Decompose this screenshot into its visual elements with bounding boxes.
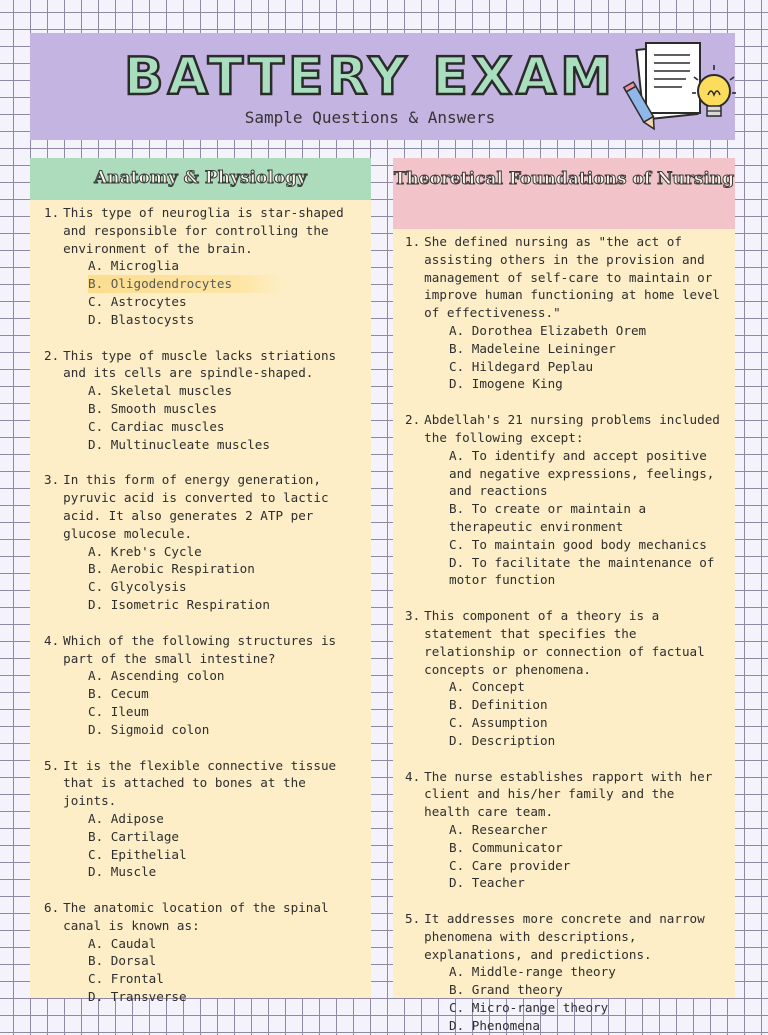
question-text xyxy=(44,757,361,810)
question-number: 3. xyxy=(44,472,60,488)
answer-options xyxy=(88,810,361,881)
question-item xyxy=(44,204,361,329)
question-number: 5. xyxy=(405,911,421,927)
question-text xyxy=(405,411,725,447)
answer-option: C. To maintain good body mechanics xyxy=(449,536,707,552)
answer-option: D. Description xyxy=(449,732,556,748)
question-body: She defined nursing as "the act of assisting others in the provision and management of self-care to maintain or improve human functioning at home level of effectiveness." xyxy=(424,234,720,321)
answer-options xyxy=(88,667,361,738)
nursing-foundations-column xyxy=(393,158,735,1033)
question-number: 1. xyxy=(44,205,60,220)
answer-option: C. Epithelial xyxy=(88,846,187,862)
answer-option: C. Micro-range theory xyxy=(449,1000,609,1016)
answer-option: B. Grand theory xyxy=(449,982,563,998)
answer-option: C. Ileum xyxy=(88,703,149,719)
question-body: In this form of energy generation, pyruvic acid is converted to lactic acid. It also generates 2 ATP per glucose molecule. xyxy=(63,472,329,541)
question-body: The nurse establishes rapport with her client and his/her family and the health care team. xyxy=(424,768,713,820)
question-text xyxy=(405,233,725,322)
answer-option: D. Muscle xyxy=(88,864,157,880)
answer-option: C. Assumption xyxy=(449,714,548,730)
question-list xyxy=(30,200,371,1006)
answer-option: B. To create or maintain a therapeutic environment xyxy=(449,501,647,534)
answer-options xyxy=(88,543,361,614)
question-body: Abdellah's 21 nursing problems included the following except: xyxy=(424,412,720,445)
answer-options xyxy=(88,935,361,1006)
question-item xyxy=(405,411,725,589)
question-number: 2. xyxy=(405,412,421,428)
answer-option: D. Phenomena xyxy=(449,1017,540,1033)
answer-option: B. Madeleine Leininger xyxy=(449,340,616,356)
question-item xyxy=(405,768,725,893)
question-number: 4. xyxy=(44,632,60,648)
page-subtitle: Sample Questions & Answers xyxy=(244,108,496,127)
question-item xyxy=(44,347,361,454)
answer-option: D. Transverse xyxy=(88,989,187,1005)
answer-options xyxy=(449,322,725,393)
answer-option: D. Teacher xyxy=(449,875,525,891)
column-heading: Theoretical Foundations of Nursing xyxy=(393,158,735,229)
answer-option: B. Smooth muscles xyxy=(88,400,217,416)
question-item xyxy=(405,910,725,1035)
question-number: 5. xyxy=(44,757,60,773)
document-pencil-lightbulb-icon xyxy=(620,37,740,137)
answer-option: A. Ascending colon xyxy=(88,668,225,684)
answer-option: A. Middle-range theory xyxy=(449,964,616,980)
question-text xyxy=(44,347,361,383)
question-body: The anatomic location of the spinal canal is known as: xyxy=(63,900,329,933)
question-item xyxy=(405,233,725,393)
answer-options xyxy=(88,382,361,453)
answer-options xyxy=(449,963,725,1034)
question-body: Which of the following structures is part of the small intestine? xyxy=(63,632,337,666)
answer-options xyxy=(449,678,725,749)
question-number: 3. xyxy=(405,608,421,624)
answer-option: D. Blastocysts xyxy=(88,311,195,327)
answer-option: A. Researcher xyxy=(449,821,548,837)
question-number: 4. xyxy=(405,768,421,784)
answer-option: D. To facilitate the maintenance of motor function xyxy=(449,554,715,588)
column-heading: Anatomy & Physiology xyxy=(30,158,371,200)
answer-option: C. Hildegard Peplau xyxy=(449,358,594,374)
answer-option: B. Definition xyxy=(449,697,548,713)
answer-option: B. Communicator xyxy=(449,839,563,855)
answer-option: D. Imogene King xyxy=(449,376,563,392)
answer-option: A. Adipose xyxy=(88,810,164,826)
answer-option: C. Glycolysis xyxy=(88,579,187,595)
answer-option: C. Astrocytes xyxy=(88,293,187,309)
question-item xyxy=(44,471,361,613)
answer-option: C. Cardiac muscles xyxy=(88,418,225,434)
answer-options xyxy=(449,447,725,589)
answer-option: A. Dorothea Elizabeth Orem xyxy=(449,322,647,338)
question-number: 6. xyxy=(44,900,60,916)
question-body: It addresses more concrete and narrow phenomena with descriptions, explanations, and predictions. xyxy=(424,911,705,962)
question-number: 1. xyxy=(405,234,421,249)
answer-options xyxy=(449,821,725,892)
answer-option: D. Isometric Respiration xyxy=(88,596,270,612)
question-text xyxy=(44,471,361,542)
answer-option: D. Multinucleate muscles xyxy=(88,436,270,452)
question-text xyxy=(405,607,725,678)
question-text xyxy=(44,899,361,935)
question-item xyxy=(44,757,361,882)
question-text xyxy=(44,632,361,668)
question-number: 2. xyxy=(44,347,60,363)
answer-option: B. Cartilage xyxy=(88,828,179,844)
answer-option: D. Sigmoid colon xyxy=(88,721,210,737)
answer-option: A. Microglia xyxy=(88,258,179,274)
highlighted-answer-option: B. Oligodendrocytes xyxy=(88,275,283,293)
answer-option: A. Caudal xyxy=(88,935,157,951)
answer-option: A. Kreb's Cycle xyxy=(88,543,202,559)
question-text xyxy=(405,768,725,821)
answer-option: B. Dorsal xyxy=(88,953,157,969)
answer-option: C. Care provider xyxy=(449,857,571,873)
question-body: This type of muscle lacks striations and its cells are spindle-shaped. xyxy=(63,347,337,381)
answer-option: B. Cecum xyxy=(88,686,149,702)
question-body: It is the flexible connective tissue that is attached to bones at the joints. xyxy=(63,757,337,809)
question-list xyxy=(393,229,735,1035)
answer-option: A. Skeletal muscles xyxy=(88,383,233,399)
answer-options xyxy=(88,257,361,328)
answer-option: A. Concept xyxy=(449,679,525,695)
question-text xyxy=(405,910,725,963)
answer-option: A. To identify and accept positive and negative expressions, feelings, and reactions xyxy=(449,447,715,499)
answer-option: B. Aerobic Respiration xyxy=(88,561,255,577)
question-item xyxy=(44,632,361,739)
answer-option: C. Frontal xyxy=(88,971,164,987)
header-banner xyxy=(30,33,735,140)
page-title: BATTERY EXAM xyxy=(123,47,617,107)
question-item xyxy=(405,607,725,749)
question-text xyxy=(44,204,361,257)
question-body: This component of a theory is a statement that specifies the relationship or connection of factual concepts or phenomena. xyxy=(424,608,705,677)
question-body: This type of neuroglia is star-shaped and responsible for controlling the environment of the brain. xyxy=(63,205,344,256)
question-item xyxy=(44,899,361,1006)
anatomy-physiology-column xyxy=(30,158,371,1005)
